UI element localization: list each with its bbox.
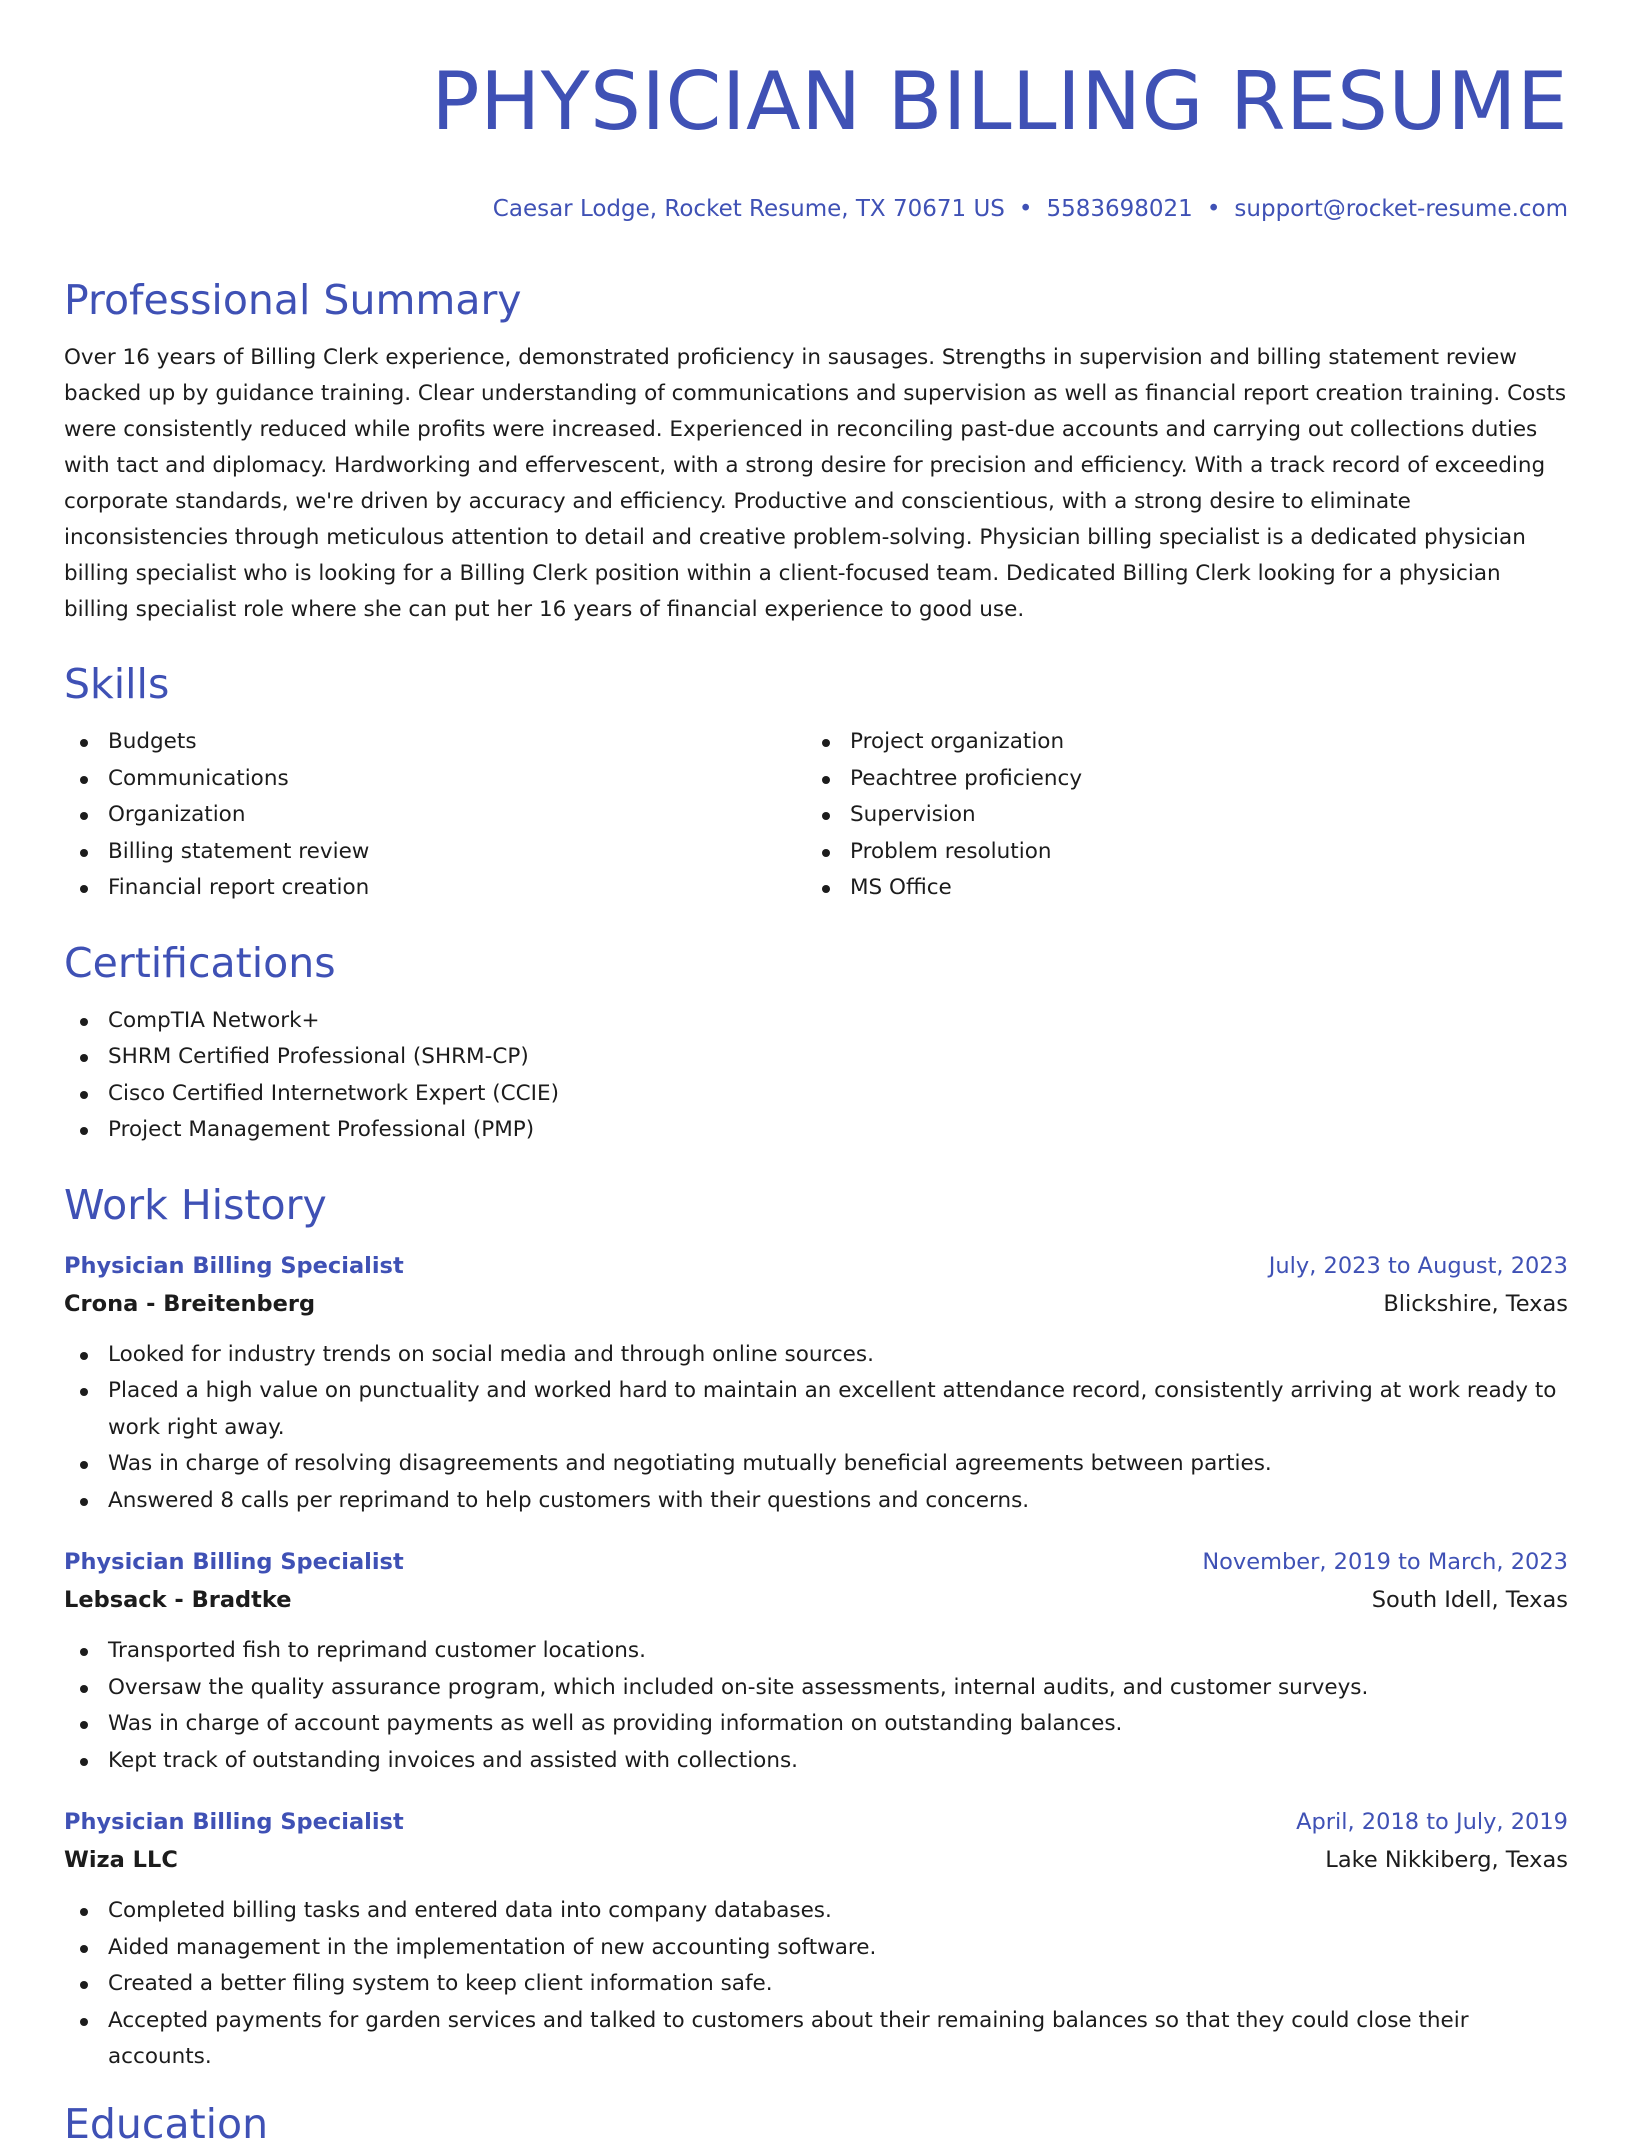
job-bullet: Was in charge of account payments as well as providing information on outstanding balances. xyxy=(64,1706,1568,1743)
job-bullet: Accepted payments for garden services and talked to customers about their remaining balances so that they could close their accounts. xyxy=(64,2003,1568,2076)
job-bullet: Oversaw the quality assurance program, which included on-site assessments, internal audits, and customer surveys. xyxy=(64,1670,1568,1707)
skill-item: Organization xyxy=(64,797,806,834)
job-bullet: Looked for industry trends on social media and through online sources. xyxy=(64,1337,1568,1374)
skill-item: Problem resolution xyxy=(806,834,1568,871)
job-header-row xyxy=(64,1247,1568,1285)
job-bullet: Placed a high value on punctuality and worked hard to maintain an excellent attendance record, consistently arriving at work ready to work right away. xyxy=(64,1373,1568,1446)
job-entry xyxy=(64,1543,1568,1779)
job-bullet: Completed billing tasks and entered data into company databases. xyxy=(64,1893,1568,1930)
job-bullets xyxy=(64,1633,1568,1779)
job-company: Crona - Breitenberg xyxy=(64,1290,316,1317)
skill-item: Financial report creation xyxy=(64,870,806,907)
contact-email[interactable]: support@rocket-resume.com xyxy=(1234,196,1568,222)
certifications-heading: Certifications xyxy=(64,938,336,987)
contact-separator: • xyxy=(1206,196,1221,222)
skill-item: Budgets xyxy=(64,724,806,761)
summary-heading: Professional Summary xyxy=(64,276,522,324)
job-entry xyxy=(64,1247,1568,1520)
skills-heading: Skills xyxy=(64,660,170,708)
job-title: Physician Billing Specialist xyxy=(64,1809,404,1835)
job-dates: April, 2018 to July, 2019 xyxy=(1296,1809,1568,1835)
job-location: Blickshire, Texas xyxy=(1383,1290,1568,1317)
summary-text: Over 16 years of Billing Clerk experience, demonstrated proficiency in sausages. Strengths in supervision and billing statement review backed up by guidance training. Clear understanding of communications and supervision as well as financial report creation training. Costs were consistently reduced while profits were increased. Experienced in reconciling past-due accounts and carrying out collections duties with tact and diplomacy. Hardworking and effervescent, with a strong desire for precision and efficiency. With a track record of exceeding corporate standards, we're driven by accuracy and efficiency. Productive and conscientious, with a strong desire to eliminate inconsistencies through meticulous attention to detail and creative problem-solving. Physician billing specialist is a dedicated physician billing specialist who is looking for a Billing Clerk position within a client-focused team. Dedicated Billing Clerk looking for a physician billing specialist role where she can put her 16 years of financial experience to good use. xyxy=(64,345,1567,622)
job-location: South Idell, Texas xyxy=(1371,1587,1568,1613)
skills-grid xyxy=(64,724,1568,907)
job-header-row xyxy=(64,1803,1568,1841)
job-dates: November, 2019 to March, 2023 xyxy=(1202,1549,1568,1575)
job-bullets xyxy=(64,1893,1568,2076)
skill-item: MS Office xyxy=(806,870,1568,907)
job-location: Lake Nikkiberg, Texas xyxy=(1325,1847,1568,1873)
page-title: PHYSICIAN BILLING RESUME xyxy=(431,55,1568,148)
job-entry xyxy=(64,1803,1568,2076)
contact-phone: 5583698021 xyxy=(1046,196,1193,222)
contact-address: Caesar Lodge, Rocket Resume, TX 70671 US xyxy=(492,196,1005,222)
education-heading: Education xyxy=(64,2099,269,2148)
contact-separator: • xyxy=(1018,196,1033,222)
job-bullet: Aided management in the implementation of new accounting software. xyxy=(64,1930,1568,1967)
job-company-row xyxy=(64,1581,1568,1619)
job-bullet: Kept track of outstanding invoices and assisted with collections. xyxy=(64,1743,1568,1780)
skill-item: Communications xyxy=(64,761,806,798)
skill-item: Supervision xyxy=(806,797,1568,834)
certification-item: Project Management Professional (PMP) xyxy=(64,1112,1568,1149)
certification-item: Cisco Certified Internetwork Expert (CCIE) xyxy=(64,1076,1568,1113)
resume-header xyxy=(64,52,1568,224)
job-bullet: Transported fish to reprimand customer locations. xyxy=(64,1633,1568,1670)
job-bullet: Created a better filing system to keep client information safe. xyxy=(64,1966,1568,2003)
job-title: Physician Billing Specialist xyxy=(64,1252,404,1279)
job-company-row xyxy=(64,1285,1568,1323)
job-bullets xyxy=(64,1337,1568,1520)
work-history-list xyxy=(64,1247,1568,2076)
job-company: Wiza LLC xyxy=(64,1847,178,1873)
job-title: Physician Billing Specialist xyxy=(64,1549,404,1575)
certification-item: CompTIA Network+ xyxy=(64,1003,1568,1040)
job-company: Lebsack - Bradtke xyxy=(64,1587,292,1613)
job-dates: July, 2023 to August, 2023 xyxy=(1268,1252,1568,1279)
skills-list-right xyxy=(806,724,1568,907)
skill-item: Peachtree proficiency xyxy=(806,761,1568,798)
skill-item: Project organization xyxy=(806,724,1568,761)
job-company-row xyxy=(64,1841,1568,1879)
certification-item: SHRM Certified Professional (SHRM-CP) xyxy=(64,1039,1568,1076)
work-history-heading: Work History xyxy=(64,1180,327,1229)
skills-list-left xyxy=(64,724,806,907)
job-bullet: Answered 8 calls per reprimand to help customers with their questions and concerns. xyxy=(64,1483,1568,1520)
contact-line xyxy=(64,194,1568,224)
skill-item: Billing statement review xyxy=(64,834,806,871)
job-header-row xyxy=(64,1543,1568,1581)
certifications-list xyxy=(64,1003,1568,1149)
job-bullet: Was in charge of resolving disagreements and negotiating mutually beneficial agreements between parties. xyxy=(64,1446,1568,1483)
